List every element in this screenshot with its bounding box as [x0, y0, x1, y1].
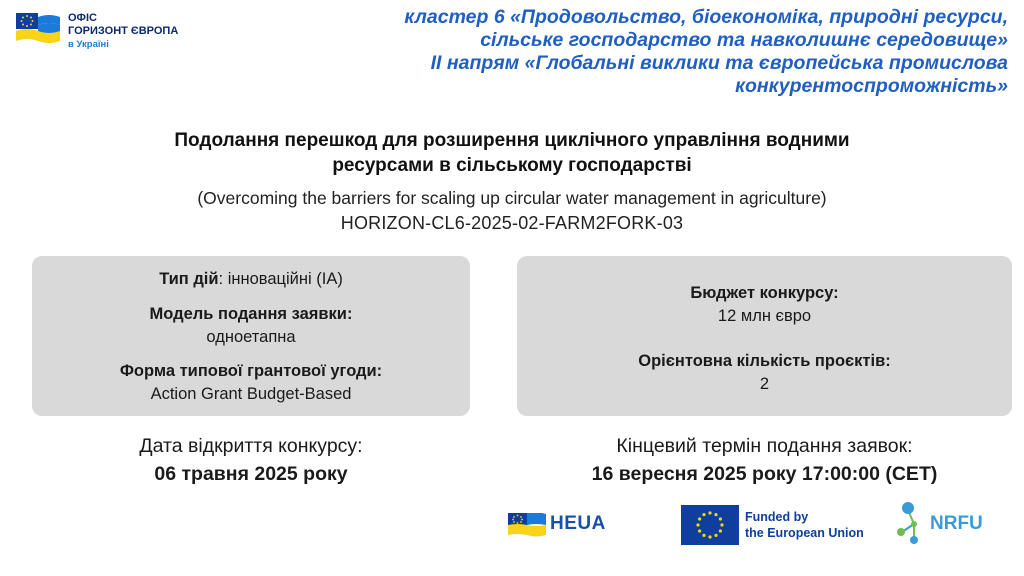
- grant-form-value: Action Grant Budget-Based: [150, 385, 352, 403]
- topic-title-ua-line1: Подолання перешкод для розширення циклічного управління водними: [174, 130, 850, 151]
- budget-panel: [517, 256, 1012, 416]
- heua-logo-text: HEUA: [550, 513, 606, 534]
- office-horizon-europe-logo: [16, 10, 216, 54]
- cluster-header-line2: сільське господарство та навколишнє середовище»: [480, 29, 1008, 51]
- budget-value: 12 млн євро: [717, 307, 812, 325]
- topic-title-ua: [60, 128, 964, 178]
- deadline-label: Кінцевий термін подання заявок:: [616, 435, 913, 457]
- deadline-block: [517, 432, 1012, 488]
- eu-ua-flag-icon: [16, 13, 60, 47]
- eu-flag-icon: [681, 505, 739, 545]
- cluster-header: [288, 6, 1008, 98]
- office-logo-line2: ГОРИЗОНТ ЄВРОПА: [68, 25, 179, 37]
- cluster-header-line4: конкурентоспроможність»: [735, 75, 1008, 97]
- eu-logo-line2: the European Union: [745, 526, 864, 540]
- projects-count-label: Орієнтовна кількість проєктів:: [638, 352, 891, 370]
- nrfu-logo-text: NRFU: [930, 513, 983, 534]
- deadline-value: 16 вересня 2025 року 17:00:00 (CET): [591, 463, 938, 485]
- projects-count-value: 2: [759, 375, 770, 393]
- cluster-header-line3: ІІ напрям «Глобальні виклики та європейська промислова: [430, 52, 1008, 74]
- topic-title-ua-line2: ресурсами в сільському господарстві: [332, 155, 692, 176]
- eu-logo-line1: Funded by: [745, 510, 809, 524]
- topic-title-en: (Overcoming the barriers for scaling up circular water management in agriculture): [197, 188, 827, 208]
- funded-by-eu-logo: [681, 505, 871, 547]
- office-logo-line1: ОФІС: [68, 12, 97, 24]
- topic-code: HORIZON-CL6-2025-02-FARM2FORK-03: [340, 213, 684, 233]
- heua-logo: [508, 510, 632, 540]
- action-type-value: : інноваційні (IA): [218, 270, 343, 288]
- opening-date-value: 06 травня 2025 року: [154, 463, 348, 485]
- opening-date-label: Дата відкриття конкурсу:: [139, 435, 363, 457]
- action-type-row: [32, 268, 470, 290]
- submission-model-value: одноетапна: [206, 328, 296, 346]
- grant-form-label: Форма типової грантової угоди:: [119, 362, 383, 380]
- call-details-panel: [32, 256, 470, 416]
- action-type-label: Тип дій: [159, 270, 219, 288]
- submission-model-label: Модель подання заявки:: [149, 305, 353, 323]
- heua-flag-icon: [508, 513, 546, 537]
- office-logo-line3: в Україні: [68, 39, 109, 50]
- budget-label: Бюджет конкурсу:: [690, 284, 839, 302]
- opening-date-block: [32, 432, 470, 488]
- nrfu-logo: [892, 498, 1002, 550]
- cluster-header-line1: кластер 6 «Продовольство, біоекономіка, природні ресурси,: [404, 6, 1008, 28]
